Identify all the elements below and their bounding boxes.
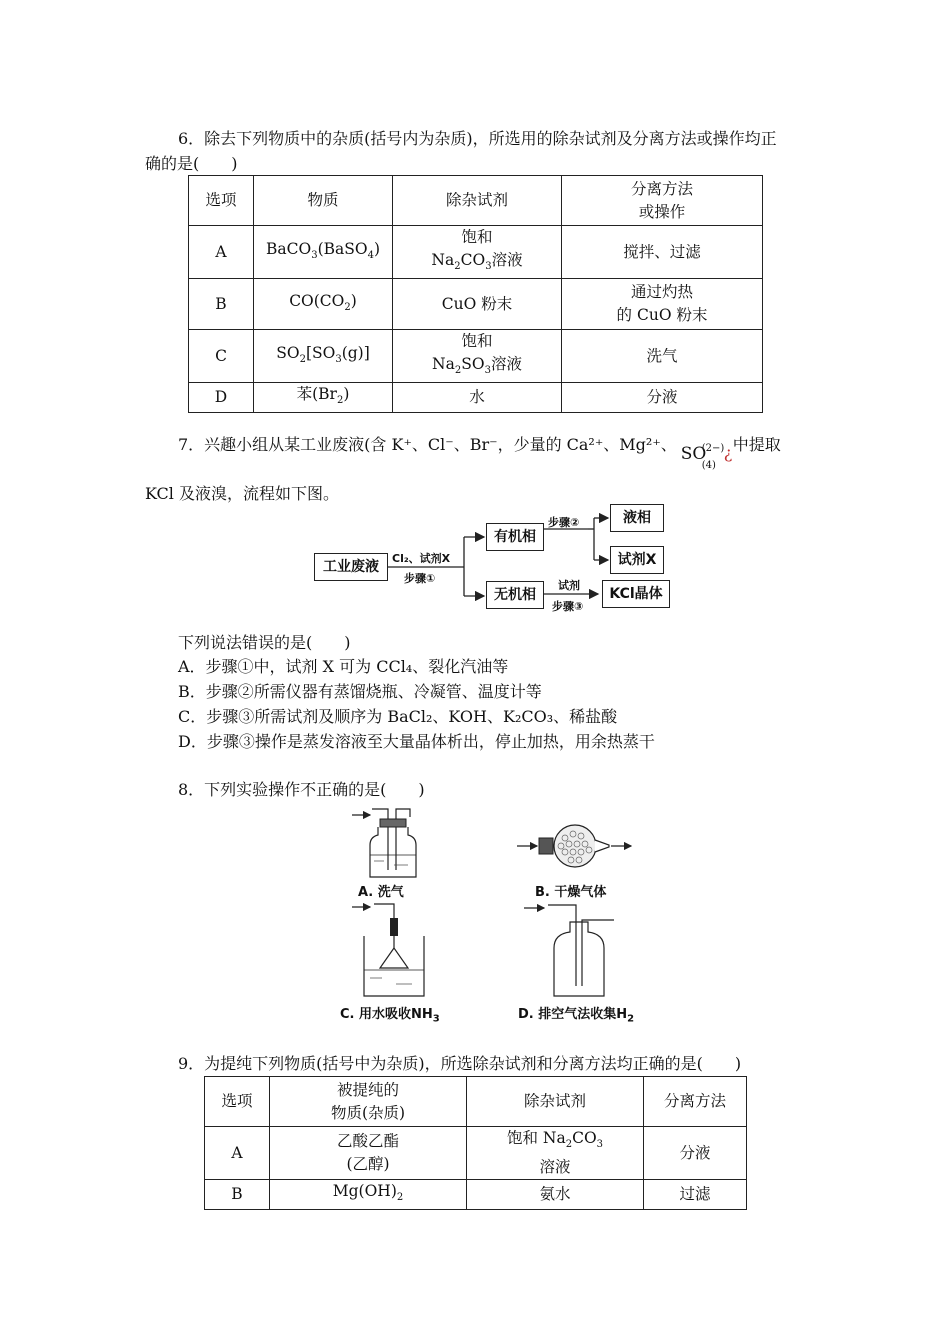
q6-line1: 6．除去下列物质中的杂质(括号内为杂质)，所选用的除杂试剂及分离方法或操作均正 (178, 129, 777, 148)
flow-liquid-box: 液相 (610, 504, 664, 532)
q7-option-d: D．步骤③操作是蒸发溶液至大量晶体析出，停止加热，用余热蒸干 (178, 732, 655, 751)
flow-step3: 步骤③ (552, 600, 584, 613)
flow-reagentx-box: 试剂X (610, 546, 664, 574)
caption-a: A. 洗气 (358, 885, 404, 900)
table-row: D 苯$(Br_2)$ 水 分液 (189, 383, 763, 413)
flow-arrow1-top: Cl₂、试剂X (392, 552, 451, 565)
flow-arrow1-bottom: 步骤① (404, 572, 436, 585)
q7-stem: 下列说法错误的是( ) (178, 633, 351, 652)
q7-option-a: A．步骤①中，试剂 X 可为 CCl₄、裂化汽油等 (178, 657, 509, 676)
flow-step2: 步骤② (548, 516, 580, 529)
q7-option-b: B．步骤②所需仪器有蒸馏烧瓶、冷凝管、温度计等 (178, 682, 542, 701)
q7-flowchart (312, 500, 692, 620)
caption-c: C. 用水吸收$NH_3$ (340, 1007, 440, 1025)
header-option: 选项 (189, 176, 254, 226)
q7-line2: KCl 及液溴，流程如下图。 (145, 484, 339, 503)
q9-table (204, 1076, 747, 1210)
header-reagent: 除杂试剂 (393, 176, 562, 226)
table-row: B $CO(CO_2)$ CuO 粉末 通过灼热 的 CuO 粉末 (189, 279, 763, 330)
q9-header-reagent: 除杂试剂 (467, 1077, 644, 1127)
q6-line2: 确的是( ) (145, 154, 238, 173)
q9-header-method: 分离方法 (644, 1077, 747, 1127)
apparatus-b-drying-tube (515, 822, 635, 870)
flow-kcl-box: KCl晶体 (602, 580, 670, 608)
apparatus-c-beaker-funnel (350, 900, 430, 1000)
table-row: A BaCO$_3$(BaSO$_4$) 饱和 $Na_2CO_3$溶液 搅拌、过滤 (189, 226, 763, 279)
table-row: C $SO_2[SO_3(g)]$ 饱和 $Na_2SO_3$溶液 洗气 (189, 330, 763, 383)
caption-d: D. 排空气法收集$H_2$ (518, 1007, 635, 1025)
caption-b: B. 干燥气体 (535, 885, 607, 900)
header-method: 分离方法 或操作 (562, 176, 763, 226)
q7-option-c: C．步骤③所需试剂及顺序为 BaCl₂、KOH、K₂CO₃、稀盐酸 (178, 707, 618, 726)
apparatus-d-collection-bottle (520, 900, 620, 1000)
table-row: B $Mg(OH)_2$ 氨水 过滤 (205, 1180, 747, 1210)
q7-line1: 7．兴趣小组从某工业废液(含 K⁺、Cl⁻、Br⁻，少量的 Ca²⁺、Mg²⁺、 SO (2−) (4) ¿ 中提取 (178, 435, 781, 471)
flow-inorganic-box: 无机相 (486, 581, 544, 609)
table-row: A 乙酸乙酯 (乙醇) 饱和 $Na_2CO_3$ 溶液 分液 (205, 1127, 747, 1180)
q6-table (188, 175, 763, 413)
flow-organic-box: 有机相 (486, 523, 544, 551)
flow-reagent-label: 试剂 (558, 579, 580, 592)
q8-stem: 8．下列实验操作不正确的是( ) (178, 780, 425, 799)
apparatus-a-washing-bottle (350, 805, 430, 880)
q9-stem: 9．为提纯下列物质(括号中为杂质)，所选除杂试剂和分离方法均正确的是( ) (178, 1054, 742, 1073)
header-substance: 物质 (254, 176, 393, 226)
q9-header-option: 选项 (205, 1077, 270, 1127)
flow-start-box: 工业废液 (314, 553, 388, 581)
q9-header-substance: 被提纯的 物质(杂质) (270, 1077, 467, 1127)
